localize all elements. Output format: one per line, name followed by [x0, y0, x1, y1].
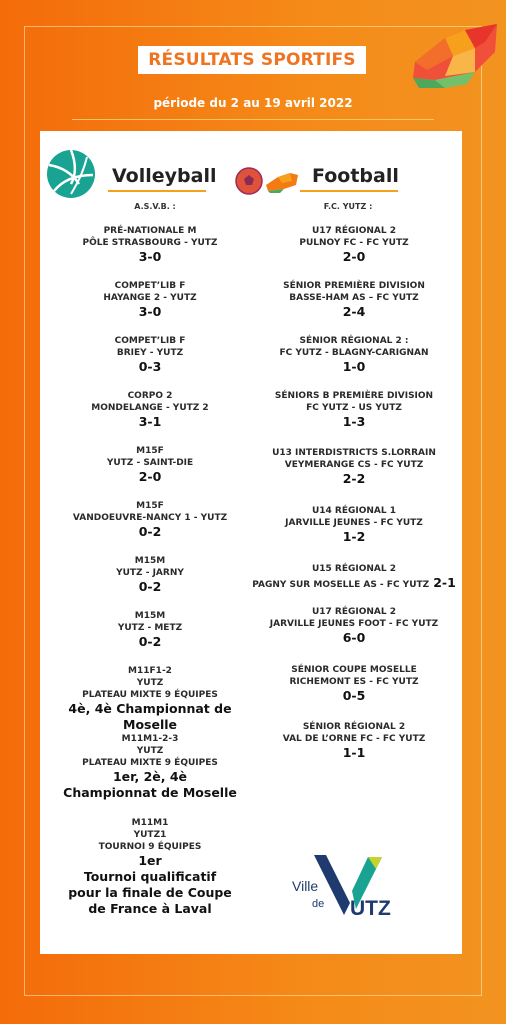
match-label: MONDELANGE - YUTZ 2 — [91, 403, 209, 413]
logo-de-text: de — [312, 898, 325, 910]
match-label: YUTZ — [136, 746, 164, 756]
volleyball-underline — [108, 190, 206, 192]
volleyball-match-4 — [52, 390, 248, 430]
match-label: YUTZ - JARNY — [116, 568, 184, 578]
match-label: YUTZ - METZ — [117, 623, 183, 633]
volleyball-match-6 — [52, 500, 248, 540]
match-score: 2-2 — [342, 471, 366, 486]
period-subtitle: période du 2 au 19 avril 2022 — [153, 96, 353, 110]
football-match-3 — [246, 335, 462, 375]
match-score: 3-0 — [138, 249, 162, 264]
match-label: TOURNOI 9 ÉQUIPES — [98, 842, 202, 852]
football-match-8 — [246, 606, 462, 646]
match-score: 0-2 — [138, 579, 162, 594]
match-label: FC YUTZ - BLAGNY-CARIGNAN — [279, 348, 429, 358]
volleyball-match-3 — [52, 335, 248, 375]
divider — [72, 119, 434, 120]
match-label: PRÉ-NATIONALE M — [103, 226, 197, 236]
match-score: 3-0 — [138, 304, 162, 319]
match-label: SÉNIOR RÉGIONAL 2 : — [299, 336, 409, 346]
football-match-4 — [246, 390, 462, 430]
title-banner — [138, 46, 366, 74]
football-match-7 — [246, 563, 462, 591]
match-label: COMPET’LIB F — [114, 336, 186, 346]
volleyball-icon — [46, 149, 96, 199]
volleyball-match-11 — [52, 817, 248, 917]
match-score: 6-0 — [342, 630, 366, 645]
volleyball-match-10 — [52, 733, 248, 801]
match-label: M15F — [136, 446, 164, 456]
match-label: M11F1-2 — [128, 666, 172, 676]
match-score: 2-4 — [342, 304, 366, 319]
football-heading: Football — [312, 165, 399, 187]
match-label: FC YUTZ - US YUTZ — [306, 403, 402, 413]
match-label: SÉNIORS B PREMIÈRE DIVISION — [274, 391, 434, 401]
match-label: U14 RÉGIONAL 1 — [311, 506, 397, 516]
football-match-1 — [246, 225, 462, 265]
match-label: PAGNY SUR MOSELLE AS - FC YUTZ 2-1 — [252, 575, 456, 590]
match-label: BASSE-HAM AS – FC YUTZ — [289, 293, 419, 303]
match-score: 1-1 — [342, 745, 366, 760]
football-match-2 — [246, 280, 462, 320]
match-label: U17 RÉGIONAL 2 — [311, 226, 397, 236]
match-label: M15F — [136, 501, 164, 511]
match-label: SÉNIOR PREMIÈRE DIVISION — [283, 281, 425, 291]
volleyball-match-8 — [52, 610, 248, 650]
match-label: JARVILLE JEUNES - FC YUTZ — [285, 518, 423, 528]
volleyball-match-9 — [52, 665, 248, 733]
football-match-10 — [246, 721, 462, 761]
match-score: 1-0 — [342, 359, 366, 374]
match-score: 0-2 — [138, 524, 162, 539]
match-label: VANDOEUVRE-NANCY 1 - YUTZ — [72, 513, 228, 523]
football-club: F.C. YUTZ : — [323, 202, 373, 211]
match-score: 0-5 — [342, 688, 366, 703]
match-label: M11M1-2-3 — [121, 734, 179, 744]
match-label: COMPET’LIB F — [114, 281, 186, 291]
volleyball-match-7 — [52, 555, 248, 595]
match-label: M11M1 — [131, 818, 169, 828]
match-label: BRIEY - YUTZ — [116, 348, 184, 358]
match-label: JARVILLE JEUNES FOOT - FC YUTZ — [269, 619, 439, 629]
match-label: YUTZ — [136, 678, 164, 688]
match-score: 2-0 — [342, 249, 366, 264]
match-label: VEYMERANGE CS - FC YUTZ — [284, 460, 424, 470]
match-label: SÉNIOR COUPE MOSELLE — [291, 665, 417, 675]
match-score: 0-2 — [138, 634, 162, 649]
match-score: 3-1 — [138, 414, 162, 429]
match-score: 2-1 — [433, 575, 456, 590]
match-label: PLATEAU MIXTE 9 ÉQUIPES — [82, 758, 218, 768]
match-label: HAYANGE 2 - YUTZ — [103, 293, 197, 303]
match-score: 1-3 — [342, 414, 366, 429]
football-underline — [300, 190, 398, 192]
match-label: U13 INTERDISTRICTS S.LORRAIN — [272, 448, 436, 458]
volleyball-club: A.S.V.B. : — [134, 202, 176, 211]
match-score: 1er, 2è, 4è Championnat de Moselle — [63, 769, 237, 800]
match-label: RICHEMONT ES - FC YUTZ — [289, 677, 419, 687]
match-score: 0-3 — [138, 359, 162, 374]
football-boot-icon — [264, 171, 300, 193]
volleyball-match-2 — [52, 280, 248, 320]
volleyball-match-5 — [52, 445, 248, 485]
match-score: 1er Tournoi qualificatif pour la finale de Coupe de France à Laval — [68, 853, 232, 916]
match-label: U15 RÉGIONAL 2 — [311, 564, 397, 574]
ville-de-yutz-logo — [290, 851, 400, 921]
volleyball-match-1 — [52, 225, 248, 265]
results-card — [40, 131, 462, 954]
match-label: PULNOY FC - FC YUTZ — [299, 238, 409, 248]
match-score: 2-0 — [138, 469, 162, 484]
football-match-5 — [246, 447, 462, 487]
match-label: CORPO 2 — [127, 391, 173, 401]
football-boot-decoration-icon — [405, 22, 501, 92]
match-label: PÔLE STRASBOURG - YUTZ — [82, 238, 218, 248]
match-label: M15M — [134, 611, 166, 621]
match-label: YUTZ1 — [133, 830, 167, 840]
logo-yutz-text: UTZ — [350, 897, 391, 920]
match-label: SÉNIOR RÉGIONAL 2 — [302, 722, 406, 732]
match-score: 1-2 — [342, 529, 366, 544]
football-match-6 — [246, 505, 462, 545]
match-label: M15M — [134, 556, 166, 566]
match-score: 4è, 4è Championnat de Moselle — [68, 701, 232, 732]
football-ball-icon — [235, 167, 263, 195]
football-match-9 — [246, 664, 462, 704]
match-label: YUTZ - SAINT-DIE — [106, 458, 194, 468]
match-label: U17 RÉGIONAL 2 — [311, 607, 397, 617]
volleyball-heading: Volleyball — [112, 165, 217, 187]
match-label: VAL DE L’ORNE FC - FC YUTZ — [282, 734, 426, 744]
page-title: RÉSULTATS SPORTIFS — [148, 50, 356, 70]
match-label: PLATEAU MIXTE 9 ÉQUIPES — [82, 690, 218, 700]
logo-ville-text: Ville — [292, 878, 319, 894]
